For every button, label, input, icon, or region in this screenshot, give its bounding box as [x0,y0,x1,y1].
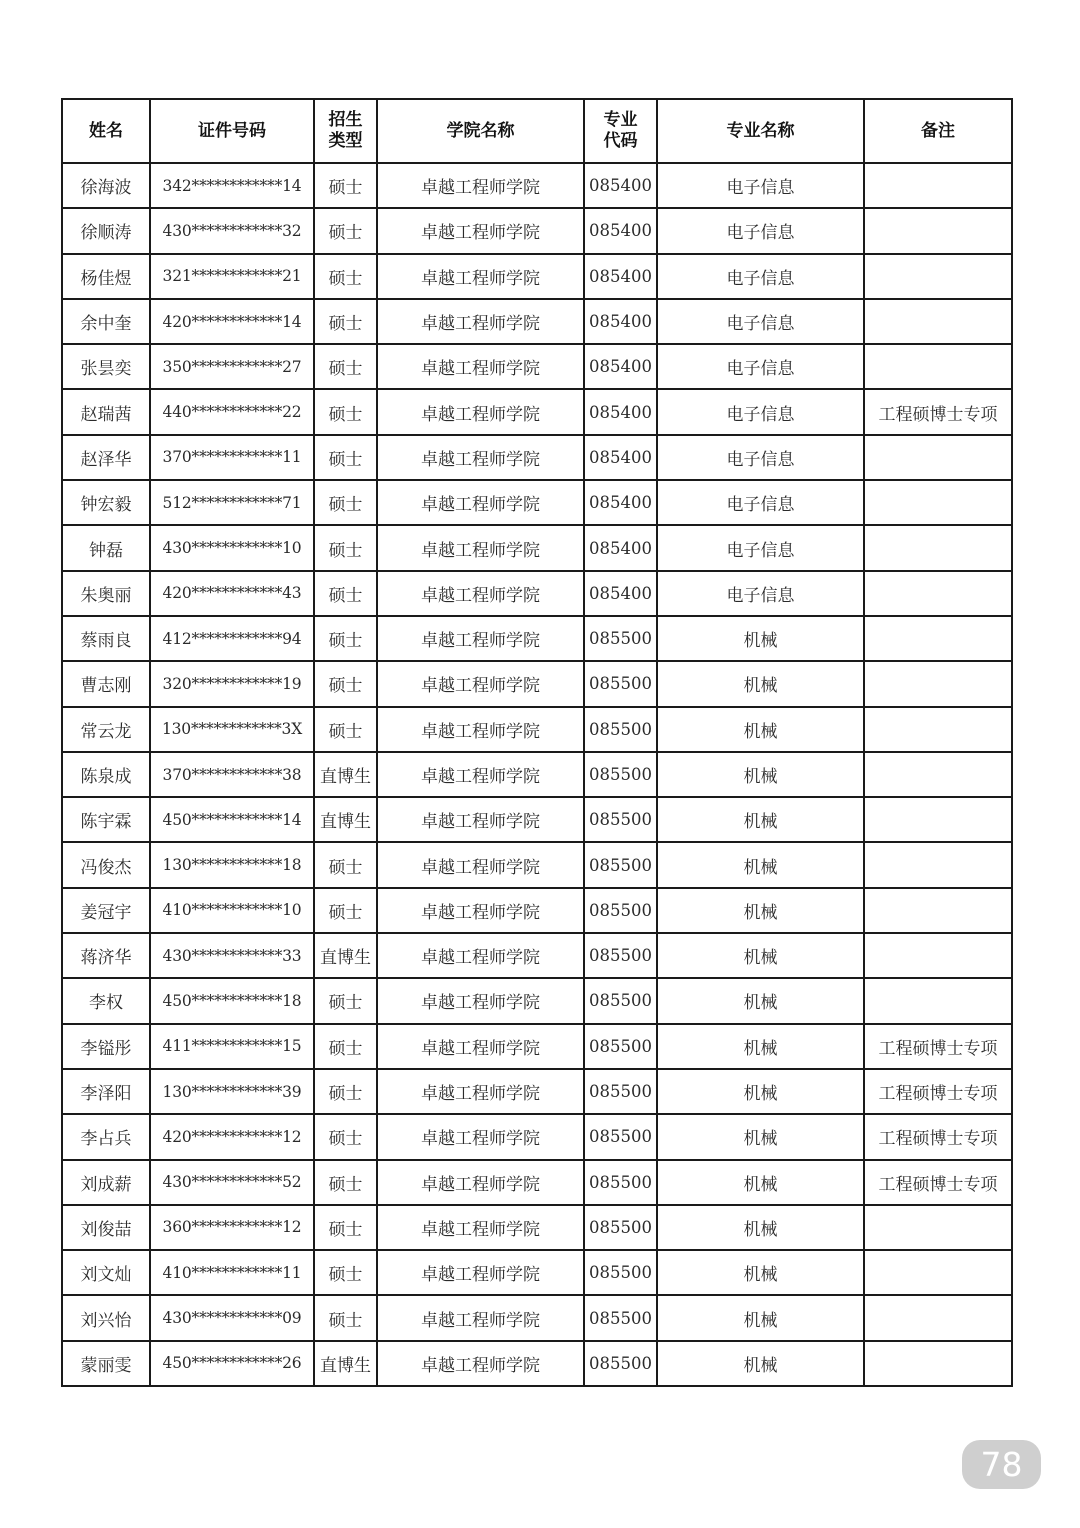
table-row [62,797,1012,842]
cell-note [864,933,1012,978]
cell-id-number: 411************15 [150,1024,314,1069]
table-row [62,480,1012,525]
cell-major-name: 机械 [657,1024,864,1069]
cell-college: 卓越工程师学院 [377,208,584,253]
table-row [62,1024,1012,1069]
cell-major-code: 085500 [584,1250,657,1295]
cell-id-number: 440************22 [150,389,314,434]
cell-id-number: 512************71 [150,480,314,525]
cell-college: 卓越工程师学院 [377,797,584,842]
cell-note [864,888,1012,933]
cell-college: 卓越工程师学院 [377,1205,584,1250]
cell-admission-type: 硕士 [314,299,377,344]
cell-id-number: 410************11 [150,1250,314,1295]
cell-major-name: 电子信息 [657,435,864,480]
cell-name: 蒙丽雯 [62,1341,150,1386]
cell-college: 卓越工程师学院 [377,435,584,480]
cell-major-code: 085400 [584,163,657,208]
cell-major-code: 085500 [584,661,657,706]
cell-note: 工程硕博士专项 [864,1114,1012,1159]
cell-name: 姜冠宇 [62,888,150,933]
cell-note [864,571,1012,616]
cell-college: 卓越工程师学院 [377,1295,584,1340]
cell-admission-type: 硕士 [314,389,377,434]
cell-college: 卓越工程师学院 [377,163,584,208]
cell-admission-type: 硕士 [314,842,377,887]
cell-major-code: 085500 [584,1160,657,1205]
table-row [62,1069,1012,1114]
cell-name: 冯俊杰 [62,842,150,887]
cell-id-number: 420************43 [150,571,314,616]
cell-admission-type: 硕士 [314,254,377,299]
table-header-row [62,99,1012,163]
cell-id-number: 370************38 [150,752,314,797]
cell-admission-type: 硕士 [314,1160,377,1205]
cell-name: 朱奥丽 [62,571,150,616]
cell-name: 李泽阳 [62,1069,150,1114]
table-row [62,344,1012,389]
table-row [62,525,1012,570]
cell-major-name: 机械 [657,933,864,978]
header-admission-type-line1: 招生 [328,110,363,130]
cell-major-name: 机械 [657,797,864,842]
cell-college: 卓越工程师学院 [377,299,584,344]
cell-id-number: 430************52 [150,1160,314,1205]
cell-id-number: 350************27 [150,344,314,389]
cell-major-code: 085400 [584,389,657,434]
cell-college: 卓越工程师学院 [377,616,584,661]
cell-college: 卓越工程师学院 [377,1069,584,1114]
cell-id-number: 130************18 [150,842,314,887]
cell-college: 卓越工程师学院 [377,254,584,299]
admission-roster-table [61,98,1013,1387]
cell-note: 工程硕博士专项 [864,1160,1012,1205]
header-college: 学院名称 [377,99,584,163]
cell-major-name: 电子信息 [657,299,864,344]
cell-admission-type: 直博生 [314,752,377,797]
cell-admission-type: 硕士 [314,1024,377,1069]
cell-major-code: 085500 [584,978,657,1023]
cell-id-number: 420************14 [150,299,314,344]
cell-id-number: 130************3X [150,707,314,752]
cell-major-name: 电子信息 [657,163,864,208]
cell-major-name: 机械 [657,616,864,661]
cell-major-name: 机械 [657,1160,864,1205]
cell-admission-type: 硕士 [314,571,377,616]
cell-major-code: 085500 [584,842,657,887]
cell-name: 刘成薪 [62,1160,150,1205]
cell-major-code: 085500 [584,707,657,752]
cell-name: 陈宇霖 [62,797,150,842]
table-body [62,163,1012,1386]
table-row [62,888,1012,933]
cell-note [864,978,1012,1023]
cell-college: 卓越工程师学院 [377,752,584,797]
table-row [62,707,1012,752]
header-major-code-line2: 代码 [603,131,638,151]
cell-admission-type: 硕士 [314,435,377,480]
cell-name: 陈泉成 [62,752,150,797]
cell-college: 卓越工程师学院 [377,344,584,389]
cell-name: 余中奎 [62,299,150,344]
cell-note [864,480,1012,525]
cell-admission-type: 硕士 [314,1250,377,1295]
cell-major-name: 电子信息 [657,389,864,434]
cell-major-code: 085400 [584,299,657,344]
cell-id-number: 412************94 [150,616,314,661]
cell-major-name: 机械 [657,661,864,706]
cell-major-name: 机械 [657,752,864,797]
cell-admission-type: 硕士 [314,344,377,389]
cell-major-code: 085500 [584,933,657,978]
table-row [62,661,1012,706]
cell-name: 曹志刚 [62,661,150,706]
table-row [62,163,1012,208]
cell-name: 徐顺涛 [62,208,150,253]
table-row [62,1250,1012,1295]
cell-major-code: 085400 [584,254,657,299]
table-row [62,254,1012,299]
cell-note [864,707,1012,752]
cell-admission-type: 直博生 [314,933,377,978]
header-note: 备注 [864,99,1012,163]
cell-name: 刘兴怡 [62,1295,150,1340]
cell-admission-type: 硕士 [314,707,377,752]
cell-major-code: 085500 [584,1205,657,1250]
cell-college: 卓越工程师学院 [377,1250,584,1295]
cell-admission-type: 硕士 [314,208,377,253]
header-admission-type [314,99,377,163]
cell-major-code: 085500 [584,1024,657,1069]
cell-id-number: 420************12 [150,1114,314,1159]
cell-note [864,299,1012,344]
cell-major-code: 085500 [584,1341,657,1386]
cell-college: 卓越工程师学院 [377,1160,584,1205]
cell-name: 杨佳煜 [62,254,150,299]
table-row [62,933,1012,978]
cell-major-name: 电子信息 [657,344,864,389]
cell-admission-type: 硕士 [314,1205,377,1250]
header-major-name: 专业名称 [657,99,864,163]
cell-note: 工程硕博士专项 [864,1069,1012,1114]
cell-major-name: 机械 [657,1114,864,1159]
table-row [62,389,1012,434]
header-id-number: 证件号码 [150,99,314,163]
cell-college: 卓越工程师学院 [377,707,584,752]
cell-id-number: 430************10 [150,525,314,570]
cell-name: 刘文灿 [62,1250,150,1295]
table-row [62,1160,1012,1205]
cell-major-code: 085500 [584,1295,657,1340]
cell-major-code: 085400 [584,208,657,253]
cell-id-number: 410************10 [150,888,314,933]
table-row [62,1205,1012,1250]
cell-major-code: 085500 [584,1069,657,1114]
table-row [62,978,1012,1023]
cell-major-code: 085500 [584,797,657,842]
cell-note [864,525,1012,570]
cell-major-name: 机械 [657,1250,864,1295]
cell-admission-type: 硕士 [314,661,377,706]
cell-id-number: 450************18 [150,978,314,1023]
cell-major-name: 机械 [657,978,864,1023]
cell-name: 赵泽华 [62,435,150,480]
cell-note [864,797,1012,842]
cell-note [864,163,1012,208]
table-row [62,299,1012,344]
cell-major-code: 085400 [584,571,657,616]
table-row [62,842,1012,887]
page-number-badge: 78 [962,1440,1041,1489]
cell-note: 工程硕博士专项 [864,389,1012,434]
cell-name: 常云龙 [62,707,150,752]
cell-note [864,344,1012,389]
cell-college: 卓越工程师学院 [377,1114,584,1159]
cell-note: 工程硕博士专项 [864,1024,1012,1069]
cell-major-code: 085500 [584,616,657,661]
cell-college: 卓越工程师学院 [377,480,584,525]
cell-id-number: 360************12 [150,1205,314,1250]
cell-admission-type: 直博生 [314,1341,377,1386]
header-admission-type-line2: 类型 [328,131,363,151]
cell-name: 钟磊 [62,525,150,570]
cell-major-code: 085500 [584,1114,657,1159]
cell-note [864,1295,1012,1340]
cell-admission-type: 硕士 [314,1295,377,1340]
cell-major-name: 电子信息 [657,525,864,570]
cell-major-code: 085400 [584,480,657,525]
cell-id-number: 342************14 [150,163,314,208]
table-row [62,208,1012,253]
cell-note [864,1250,1012,1295]
cell-name: 赵瑞茜 [62,389,150,434]
cell-admission-type: 硕士 [314,978,377,1023]
cell-admission-type: 硕士 [314,1114,377,1159]
cell-major-name: 机械 [657,888,864,933]
cell-name: 李占兵 [62,1114,150,1159]
cell-college: 卓越工程师学院 [377,888,584,933]
cell-id-number: 130************39 [150,1069,314,1114]
cell-major-name: 电子信息 [657,254,864,299]
cell-note [864,661,1012,706]
cell-id-number: 320************19 [150,661,314,706]
cell-admission-type: 硕士 [314,888,377,933]
cell-id-number: 450************26 [150,1341,314,1386]
cell-major-name: 电子信息 [657,480,864,525]
cell-college: 卓越工程师学院 [377,1024,584,1069]
cell-id-number: 430************33 [150,933,314,978]
cell-name: 李镒彤 [62,1024,150,1069]
cell-college: 卓越工程师学院 [377,1341,584,1386]
cell-college: 卓越工程师学院 [377,842,584,887]
cell-major-code: 085500 [584,888,657,933]
cell-id-number: 450************14 [150,797,314,842]
header-name: 姓名 [62,99,150,163]
table-row [62,1295,1012,1340]
cell-id-number: 370************11 [150,435,314,480]
cell-name: 蒋济华 [62,933,150,978]
cell-major-name: 电子信息 [657,208,864,253]
cell-admission-type: 硕士 [314,616,377,661]
cell-major-name: 机械 [657,1341,864,1386]
table-row [62,1341,1012,1386]
table-row [62,1114,1012,1159]
cell-major-code: 085400 [584,525,657,570]
cell-major-code: 085400 [584,435,657,480]
cell-note [864,208,1012,253]
cell-id-number: 430************32 [150,208,314,253]
cell-note [864,1205,1012,1250]
cell-name: 钟宏毅 [62,480,150,525]
cell-name: 李权 [62,978,150,1023]
cell-admission-type: 直博生 [314,797,377,842]
header-major-code-line1: 专业 [603,110,638,130]
cell-college: 卓越工程师学院 [377,571,584,616]
cell-name: 刘俊喆 [62,1205,150,1250]
cell-college: 卓越工程师学院 [377,933,584,978]
cell-major-code: 085400 [584,344,657,389]
table-row [62,752,1012,797]
cell-admission-type: 硕士 [314,480,377,525]
cell-note [864,254,1012,299]
cell-major-name: 机械 [657,842,864,887]
cell-admission-type: 硕士 [314,1069,377,1114]
cell-name: 徐海波 [62,163,150,208]
cell-note [864,435,1012,480]
cell-major-name: 机械 [657,1295,864,1340]
cell-major-name: 机械 [657,1069,864,1114]
cell-note [864,1341,1012,1386]
header-major-code [584,99,657,163]
cell-note [864,752,1012,797]
cell-name: 蔡雨良 [62,616,150,661]
cell-college: 卓越工程师学院 [377,389,584,434]
cell-college: 卓越工程师学院 [377,525,584,570]
cell-note [864,616,1012,661]
cell-name: 张昙奕 [62,344,150,389]
cell-id-number: 430************09 [150,1295,314,1340]
table-row [62,571,1012,616]
cell-major-code: 085500 [584,752,657,797]
cell-major-name: 机械 [657,1205,864,1250]
cell-major-name: 电子信息 [657,571,864,616]
cell-id-number: 321************21 [150,254,314,299]
cell-college: 卓越工程师学院 [377,978,584,1023]
table-row [62,616,1012,661]
cell-admission-type: 硕士 [314,163,377,208]
cell-admission-type: 硕士 [314,525,377,570]
table-row [62,435,1012,480]
cell-note [864,842,1012,887]
cell-major-name: 机械 [657,707,864,752]
cell-college: 卓越工程师学院 [377,661,584,706]
